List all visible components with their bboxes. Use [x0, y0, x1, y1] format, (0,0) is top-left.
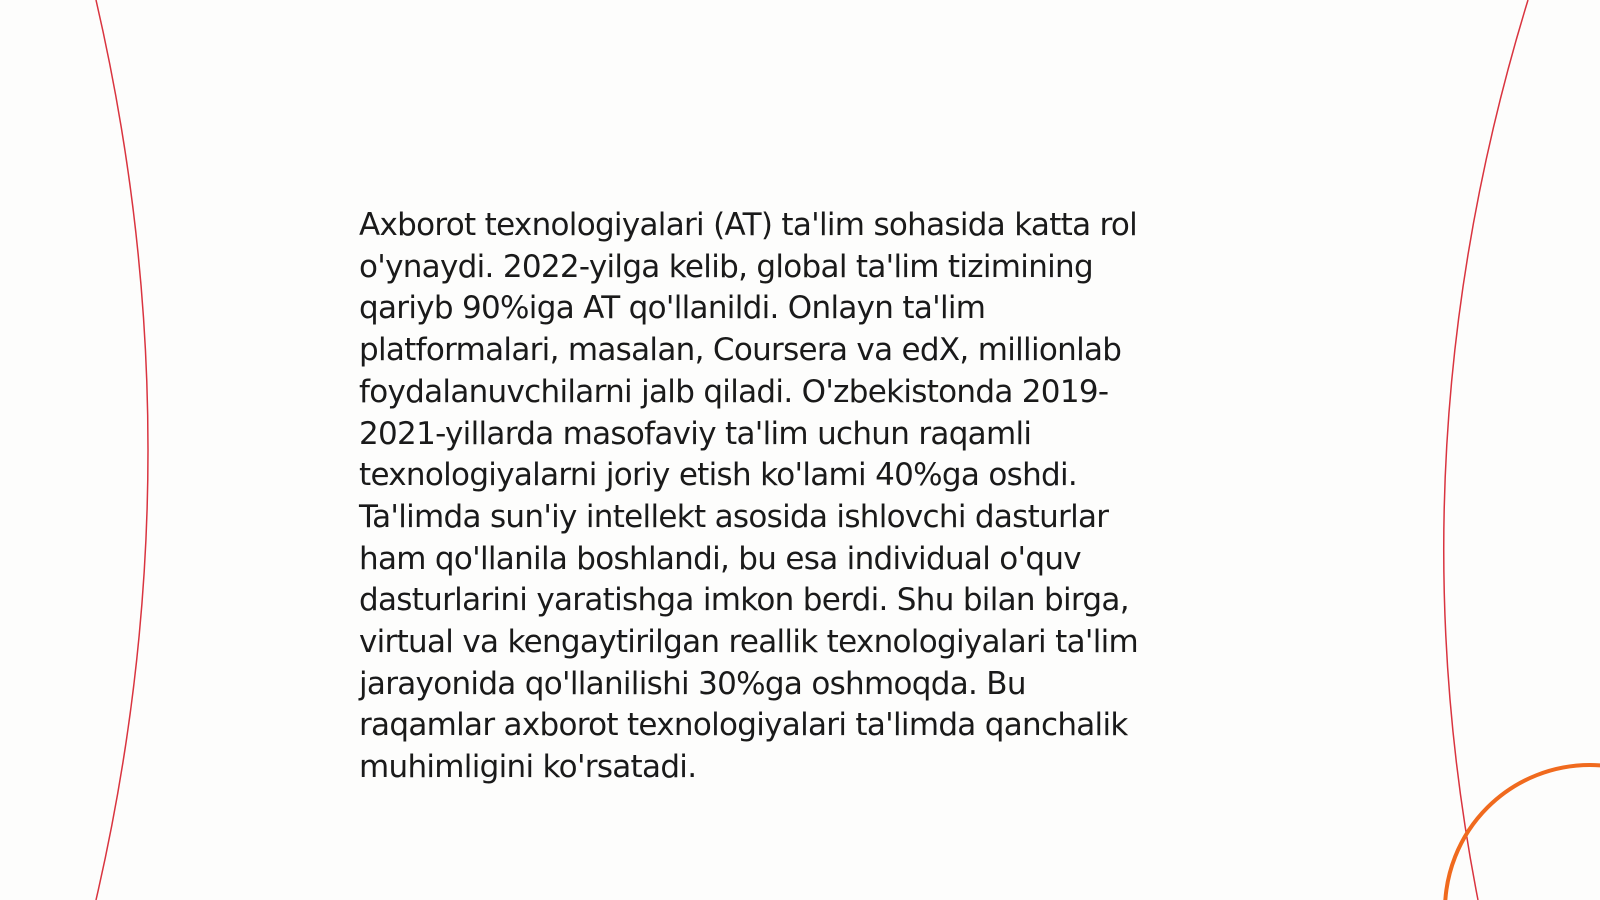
left-arc [96, 0, 148, 900]
right-arc [1444, 0, 1528, 900]
body-text: Axborot texnologiyalari (AT) ta'lim sohasida katta rol o'ynaydi. 2022-yilga kelib, global ta'lim tizimining qariyb 90%iga AT qo'llanildi. Onlayn ta'lim platformalari, masalan, Coursera va edX, millionlab foydalanuvchilarni jalb qiladi. O'zbekistonda 2019- 2021-yillarda masofaviy ta'lim uchun raqamli texnologiyalarni joriy etish ko'lami 40%ga oshdi. Ta'limda sun'iy intellekt asosida ishlovchi dasturlar ham qo'llanila boshlandi, bu esa individual o'quv dasturlarini yaratishga imkon berdi. Shu bilan birga, virtual va kengaytirilgan reallik texnologiyalari ta'lim jarayonida qo'llanilishi 30%ga oshmoqda. Bu raqamlar axborot texnologiyalari ta'limda qanchalik muhimligini ko'rsatadi. [359, 207, 1139, 786]
corner-circle [1445, 765, 1600, 900]
